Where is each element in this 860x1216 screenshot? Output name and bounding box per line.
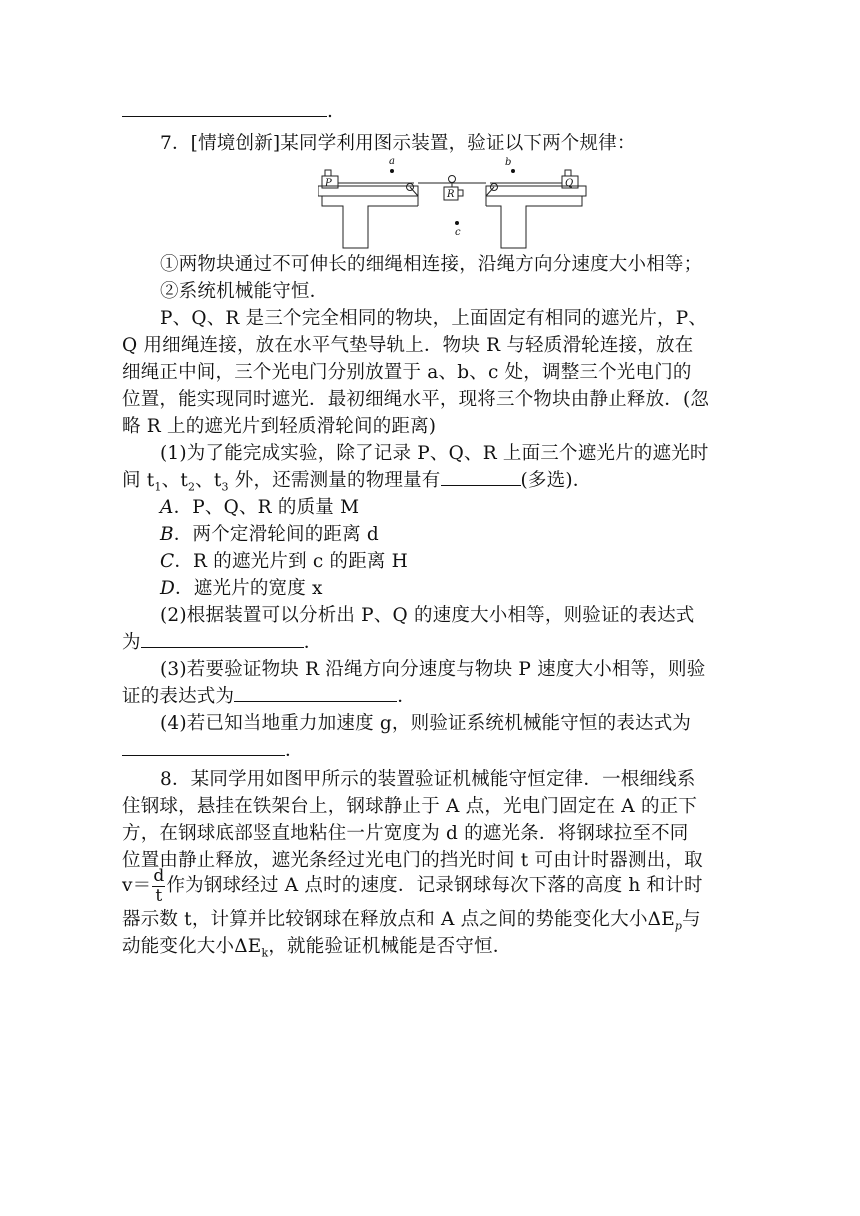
answer-line-previous: .	[122, 98, 333, 125]
label-R: R	[447, 189, 455, 200]
label-c: c	[455, 227, 461, 238]
q7-part2-line1: (2)根据装置可以分析出 P、Q 的速度大小相等，则验证的表达式	[160, 605, 695, 626]
q7-desc-line: 细绳正中间，三个光电门分别放置于 a、b、c 处，调整三个光电门的	[122, 362, 692, 383]
q8-line1: 8．某同学用如图甲所示的装置验证机械能守恒定律．一根细线系	[160, 769, 696, 790]
answer-blank[interactable]	[122, 115, 327, 117]
q7-desc-line: P、Q、R 是三个完全相同的物块，上面固定有相同的遮光片，P、	[160, 308, 708, 329]
label-b: b	[505, 157, 512, 168]
light-pulley	[449, 176, 456, 183]
q8-line5: v＝ $\frac{d}{t}$ 作为钢球经过 A 点时的速度．记录钢球每次下落的高度 h 和计时	[122, 865, 703, 906]
photogate-b-dot	[511, 169, 515, 173]
photogate-a-dot	[390, 169, 394, 173]
q7-desc-line: Q 用细绳连接，放在水平气垫导轨上．物块 R 与轻质滑轮连接，放在	[122, 335, 694, 356]
q8-line6: 器示数 t，计算并比较钢球在释放点和 A 点之间的势能变化大小$\Delta E_p$与	[122, 909, 701, 933]
fraction-d-over-t: $\frac{d}{t}$	[153, 865, 165, 906]
q7-part3-line1: (3)若要验证物块 R 沿绳方向分速度与物块 P 速度大小相等，则验	[160, 659, 706, 680]
option-D[interactable]: D．遮光片的宽度 x	[160, 578, 323, 599]
q7-part4-line1: (4)若已知当地重力加速度 g，则验证系统机械能守恒的表达式为	[160, 713, 692, 734]
q7-law-1: ①两物块通过不可伸长的细绳相连接，沿绳方向分速度大小相等；	[160, 254, 703, 275]
option-C[interactable]: C．R 的遮光片到 c 的距离 H	[160, 551, 409, 572]
photogate-c-dot	[455, 221, 459, 225]
label-Q: Q	[565, 178, 574, 189]
label-P: P	[325, 178, 332, 189]
label-a: a	[389, 156, 395, 167]
q8-line7: 动能变化大小$\Delta E_k$，就能验证机械能是否守恒．	[122, 936, 512, 960]
answer-blank[interactable]	[234, 700, 397, 702]
q8-line2: 住钢球，悬挂在铁架台上，钢球静止于 A 点，光电门固定在 A 的正下	[122, 796, 698, 817]
q7-heading: 7．[情境创新]某同学利用图示装置，验证以下两个规律：	[160, 133, 636, 154]
answer-blank[interactable]	[122, 754, 285, 756]
q7-part2-line2: 为 ．	[122, 632, 323, 653]
q7-part4-line2: ．	[122, 737, 304, 764]
q7-desc-line: 位置，能实现同时遮光．最初细绳水平，现将三个物块由静止释放．(忽	[122, 389, 710, 410]
q8-line3: 方，在钢球底部竖直地粘住一片宽度为 d 的遮光条．将钢球拉至不同	[122, 823, 689, 844]
q7-apparatus-figure	[318, 156, 588, 254]
q7-part3-line2: 证的表达式为 ．	[122, 686, 416, 707]
answer-blank[interactable]	[441, 484, 521, 486]
q8-line4: 位置由静止释放，遮光条经过光电门的挡光时间 t 可由计时器测出，取	[122, 850, 703, 871]
q7-law-2: ②系统机械能守恒．	[160, 281, 329, 302]
answer-blank[interactable]	[141, 646, 304, 648]
q7-desc-line: 略 R 上的遮光片到轻质滑轮间的距离)	[122, 416, 437, 437]
q7-part1-line2: 间 $t_1$、$t_2$、$t_3$ 外，还需测量的物理量有 (多选)．	[122, 470, 592, 494]
q7-part1-line1: (1)为了能完成实验，除了记录 P、Q、R 上面三个遮光片的遮光时	[160, 443, 709, 464]
option-B[interactable]: B．两个定滑轮间的距离 d	[160, 524, 379, 545]
option-A[interactable]: A．P、Q、R 的质量 M	[160, 497, 360, 518]
